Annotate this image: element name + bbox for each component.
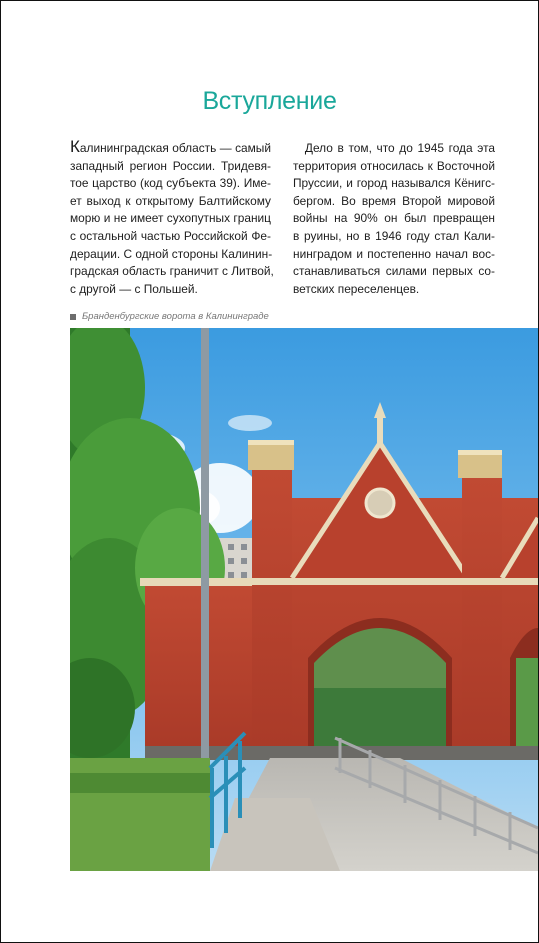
text-line: территория относилась к Восточной — [293, 158, 495, 173]
text-line: станавливаться силами первых со- — [293, 264, 495, 279]
page-title: Вступление — [202, 87, 337, 115]
text-line: с остальной частью Российской Фе- — [70, 228, 271, 243]
text-line: в руины, но в 1946 году стал Кали- — [293, 228, 495, 243]
right-text-column — [293, 140, 495, 298]
text-line: морю и не имеет сухопутных границ — [70, 211, 271, 226]
text-line: ветских переселенцев. — [293, 281, 420, 296]
text-line: тое царство (код субъекта 39). Име- — [70, 176, 271, 191]
text-line: с другой — с Польшей. — [70, 281, 198, 296]
text-line: западный регион России. Тридевя- — [70, 158, 271, 173]
text-line: Калининградская область — самый — [70, 137, 271, 156]
square-bullet-icon — [70, 314, 76, 320]
brandenburg-gate-photo — [70, 328, 538, 871]
caption-text: Бранденбургские ворота в Калининграде — [82, 311, 269, 322]
photo-caption — [70, 311, 269, 322]
text-line: дерации. С одной стороны Калинин- — [70, 246, 273, 261]
text-line: войны на 90% он был превращен — [293, 211, 495, 226]
text-line: бергом. Во время Второй мировой — [293, 193, 495, 208]
text-line: нинградом и постепенно начал вос- — [293, 246, 495, 261]
text-line: ет выход к открытому Балтийскому — [70, 193, 271, 208]
left-text-column — [70, 137, 274, 298]
drop-cap: К — [70, 137, 80, 156]
text-line: Пруссии, и город назывался Кёнигс- — [293, 176, 495, 191]
text-line: Дело в том, что до 1945 года эта — [304, 141, 495, 155]
text-line: градская область граничит с Литвой, — [70, 264, 274, 279]
